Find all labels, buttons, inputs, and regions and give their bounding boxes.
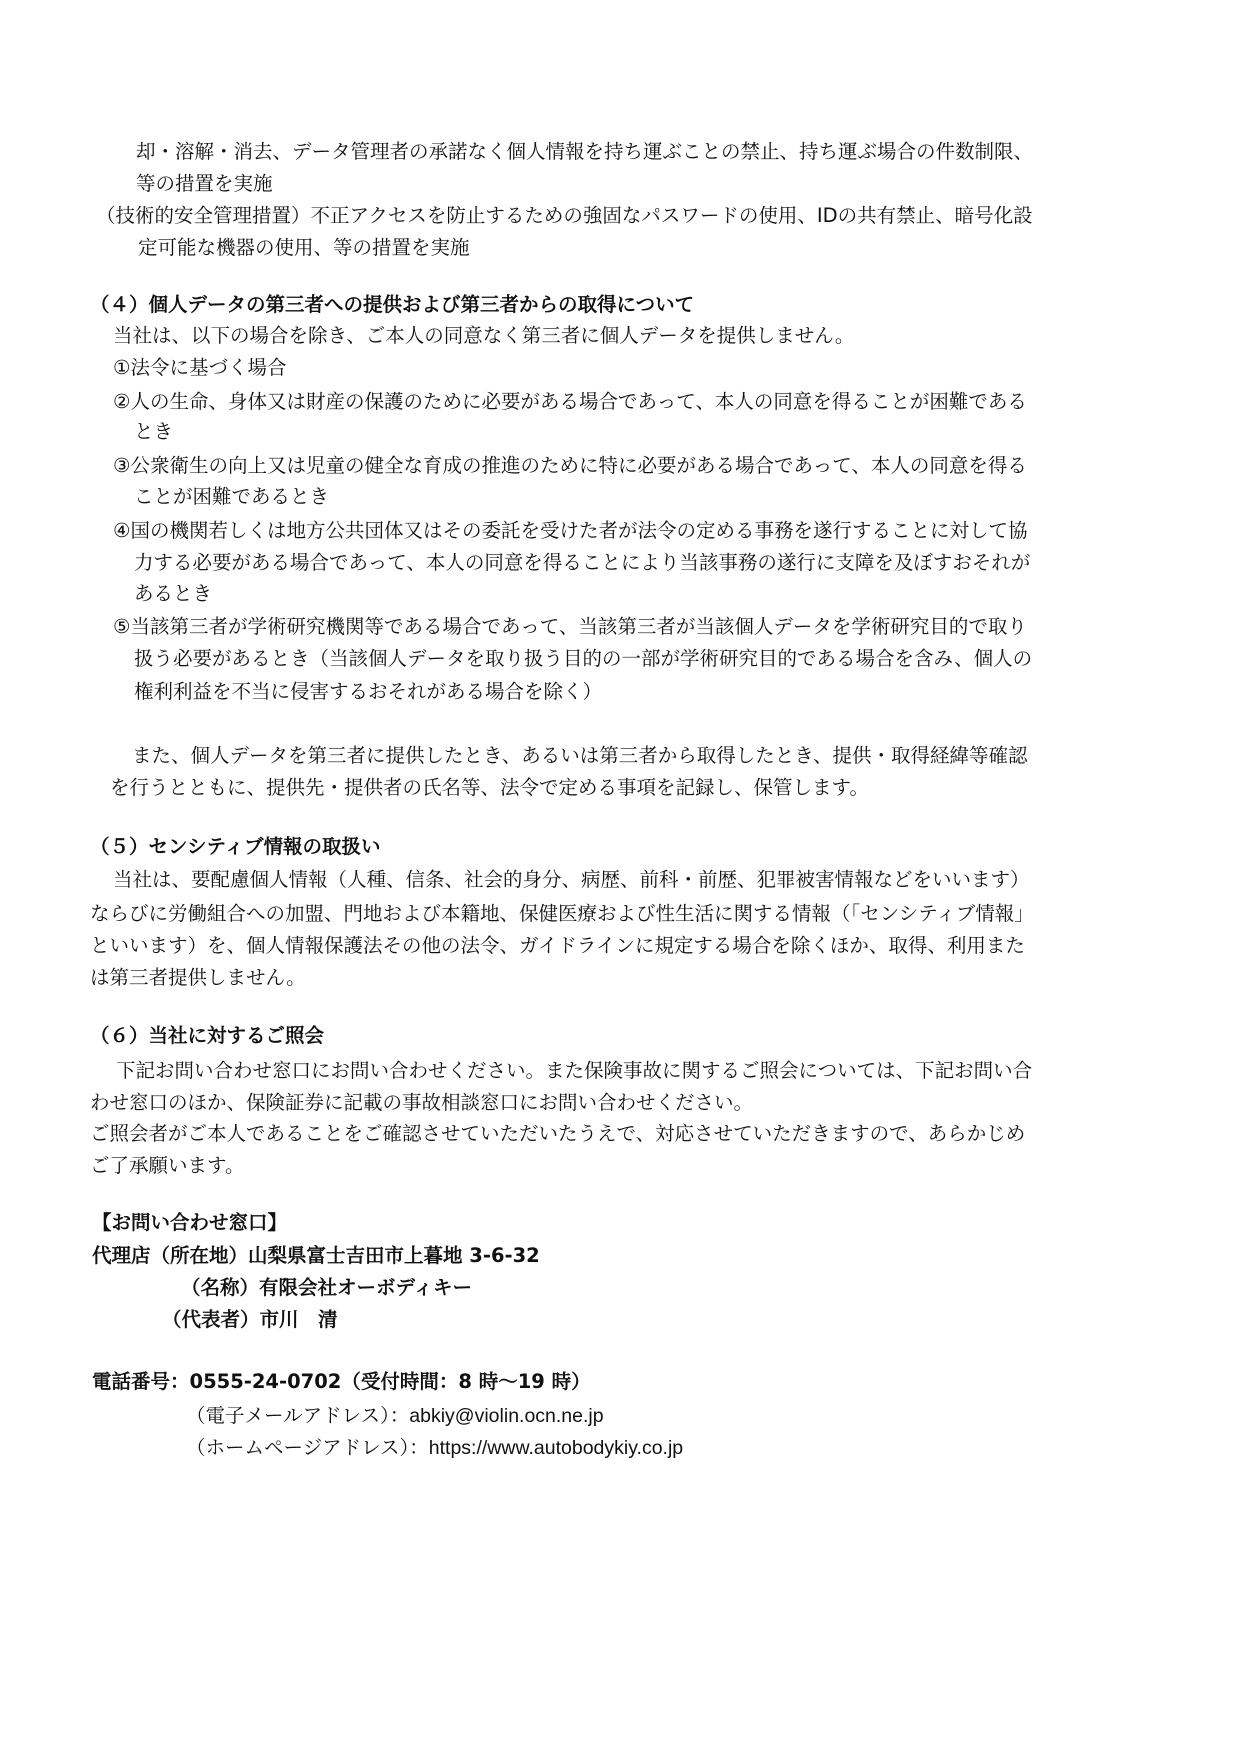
section-5-line-4: は第三者提供しません。 — [90, 966, 306, 989]
contact-homepage-line — [186, 1432, 683, 1464]
section-6-line-4: ご了承願います。 — [90, 1154, 245, 1177]
technical-measures-line-1: （技術的安全管理措置）不正アクセスを防止するための強固なパスワードの使用、IDの共有禁止、暗号化設 — [96, 204, 1033, 227]
section-4-item-3-line-2: ことが困難であるとき — [134, 485, 330, 508]
contact-address-line: 代理店（所在地）山梨県富士吉田市上暮地 3-6-32 — [92, 1244, 540, 1267]
section-4-title: （４）個人データの第三者への提供および第三者からの取得について — [90, 293, 695, 316]
section-4-also-line-1: また、個人データを第三者に提供したとき、あるいは第三者から取得したとき、提供・取得経緯等確認 — [132, 744, 1028, 767]
section-4-item-4-line-1: ④国の機関若しくは地方公共団体又はその委託を受けた者が法令の定める事務を遂行することに対して協 — [113, 519, 1028, 542]
section-4-intro: 当社は、以下の場合を除き、ご本人の同意なく第三者に個人データを提供しません。 — [113, 324, 855, 347]
section-5-line-3: といいます）を、個人情報保護法その他の法令、ガイドラインに規定する場合を除くほか、取得、利用また — [90, 934, 1025, 957]
section-4-item-3-line-1: ③公衆衛生の向上又は児童の健全な育成の推進のために特に必要がある場合であって、本人の同意を得る — [113, 454, 1027, 477]
section-5-line-1: 当社は、要配慮個人情報（人種、信条、社会的身分、病歴、前科・前歴、犯罪被害情報などをいいます） — [113, 868, 1030, 891]
section-5-title: （５）センシティブ情報の取扱い — [90, 835, 381, 858]
contact-representative-line: （代表者）市川 清 — [162, 1308, 338, 1331]
contact-phone-line: 電話番号：0555-24-0702（受付時間：8 時～19 時） — [92, 1370, 591, 1393]
contact-email-link[interactable]: abkiy@violin.ocn.ne.jp — [409, 1405, 604, 1427]
section-4-item-1: ①法令に基づく場合 — [113, 356, 287, 379]
continuation-line-2: 等の措置を実施 — [136, 172, 273, 195]
technical-measures-line-2: 定可能な機器の使用、等の措置を実施 — [138, 236, 470, 259]
section-4-also-line-2: を行うとともに、提供先・提供者の氏名等、法令で定める事項を記録し、保管します。 — [110, 776, 869, 799]
section-6-line-2: わせ窓口のほか、保険証券に記載の事故相談窓口にお問い合わせください。 — [90, 1091, 754, 1114]
section-5-line-2: ならびに労働組合への加盟、門地および本籍地、保健医療および性生活に関する情報（「センシティブ情報」 — [90, 902, 1034, 925]
section-4-item-5-line-1: ⑤当該第三者が学術研究機関等である場合であって、当該第三者が当該個人データを学術研究目的で取り — [113, 615, 1027, 638]
section-4-item-5-line-3: 権利利益を不当に侵害するおそれがある場合を除く） — [134, 680, 603, 703]
section-4-item-5-line-2: 扱う必要があるとき（当該個人データを取り扱う目的の一部が学術研究目的である場合を含み、個人の — [134, 647, 1033, 670]
contact-email-line — [186, 1400, 604, 1432]
section-6-line-1: 下記お問い合わせ窓口にお問い合わせください。また保険事故に関するご照会については、下記お問い合 — [116, 1059, 1033, 1082]
section-4-item-4-line-3: あるとき — [134, 582, 213, 605]
section-4-item-2-line-1: ②人の生命、身体又は財産の保護のために必要がある場合であって、本人の同意を得ることが困難である — [113, 390, 1027, 413]
contact-homepage-label: （ホームページアドレス）： — [186, 1436, 429, 1459]
section-6-line-3: ご照会者がご本人であることをご確認させていただいたうえで、対応させていただきますので、あらかじめ — [90, 1122, 1026, 1145]
contact-homepage-link[interactable]: https://www.autobodykiy.co.jp — [428, 1437, 684, 1459]
section-4-item-2-line-2: とき — [134, 420, 174, 443]
section-4-item-4-line-2: 力する必要がある場合であって、本人の同意を得ることにより当該事務の遂行に支障を及ぼすおそれが — [134, 551, 1031, 574]
contact-heading: 【お問い合わせ窓口】 — [92, 1211, 288, 1234]
contact-email-label: （電子メールアドレス）： — [186, 1404, 410, 1427]
section-6-title: （６）当社に対するご照会 — [90, 1024, 325, 1047]
contact-name-line: （名称）有限会社オーボディキー — [181, 1276, 472, 1299]
continuation-line-1: 却・溶解・消去、データ管理者の承諾なく個人情報を持ち運ぶことの禁止、持ち運ぶ場合の件数制限、 — [136, 140, 1034, 163]
